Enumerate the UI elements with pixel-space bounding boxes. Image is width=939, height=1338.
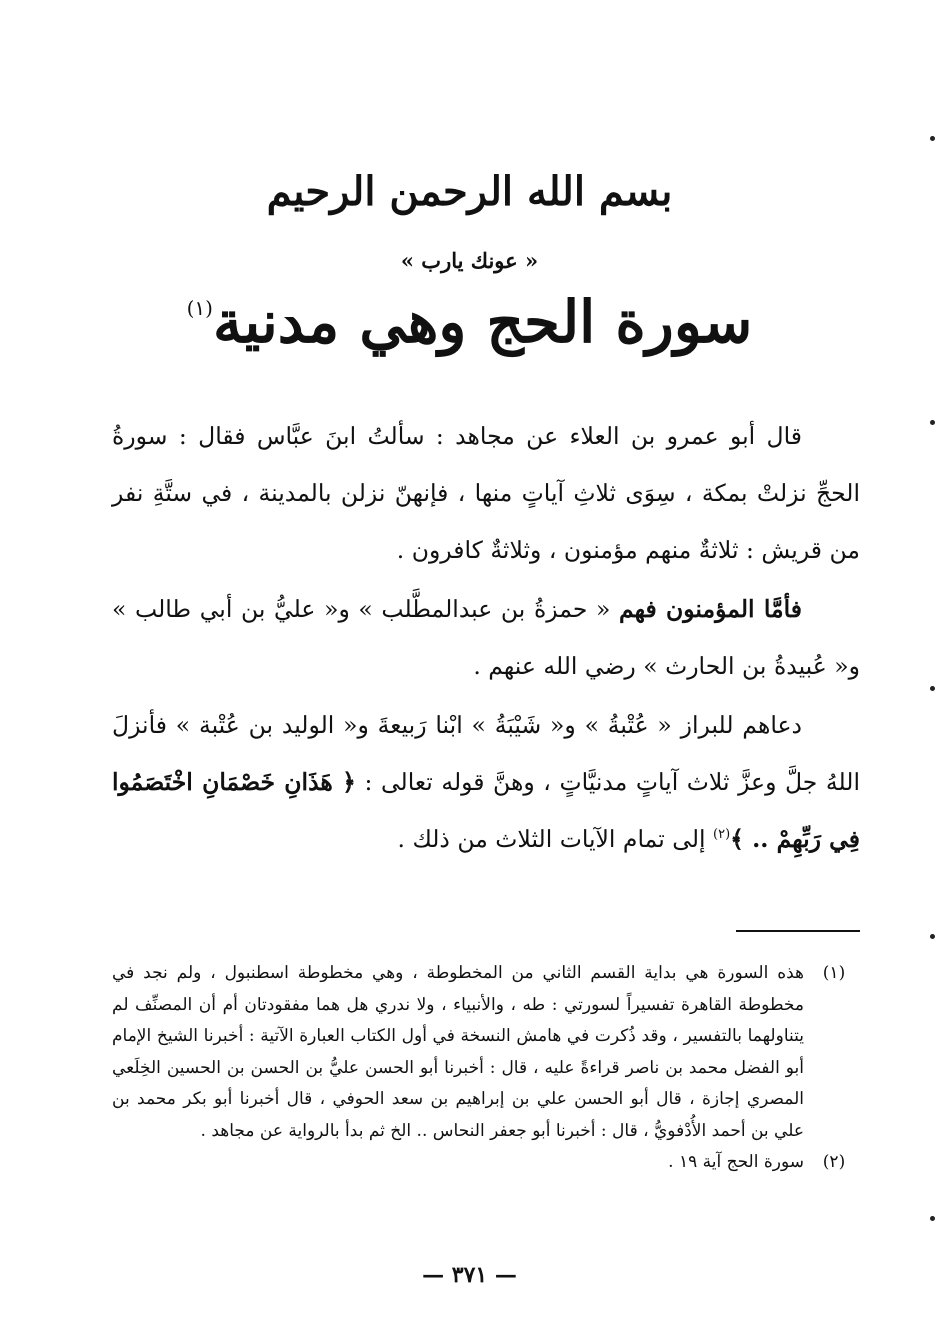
page-number: — ٣٧١ —: [422, 1262, 517, 1288]
surah-title-footnote-ref: (١): [186, 296, 213, 320]
basmala-heading: بسم الله الرحمن الرحيم: [266, 168, 673, 215]
footnote-text: سورة الحج آية ١٩ .: [668, 1152, 804, 1172]
verse-footnote-ref: (٢): [713, 827, 731, 843]
invocation-line: « عونك يارب »: [400, 248, 539, 273]
footnote-1: [112, 958, 864, 1147]
paragraph-2-rest: « حمزةُ بن عبدالمطَّلب » و« عليُّ بن أبي طالب » و« عُبيدةُ بن الحارث » رضي الله عنهم .: [112, 595, 860, 680]
footnote-separator: [736, 930, 860, 932]
footnotes: [112, 958, 864, 1179]
footnote-number: (٢): [822, 1152, 846, 1172]
body-text: [112, 408, 860, 870]
surah-title-text: سورة الحج وهي مدنية: [212, 288, 753, 356]
quran-verse: ﴿ هَذَانِ خَصْمَانِ اخْتَصَمُوا فِي رَبِّهِمْ .. ﴾: [112, 768, 860, 853]
footnote-text: هذه السورة هي بداية القسم الثاني من المخطوطة ، وهي مخطوطة اسطنبول ، ولم نجد في مخطوطة القاهرة تفسيراً لسورتي : طه ، والأنبياء ، ولا ندري هل هما مفقودتان أم أن المصنِّف لم يتناولهما بالتفسير ، وقد ذُكرت في هامش النسخة في أول الكتاب العبارة الآتية : أخبرنا الشيخ الإمام أبو الفضل محمد بن ناصر قراءةً عليه ، قال : أخبرنا أبو الحسن عليُّ بن الحسن بن الحسين الخِلَعي المصري إجازة ، قال أبو الحسن علي بن إبراهيم بن سعد الحوفي ، قال أخبرنا أبو بكر محمد بن علي بن أحمد الأُدْفويُّ ، قال : أخبرنا أبو جعفر النحاس .. الخ ثم بدأ بالرواية عن مجاهد .: [112, 963, 804, 1141]
margin-dot: [930, 1216, 935, 1221]
paragraph-3: [112, 697, 860, 868]
paragraph-1: قال أبو عمرو بن العلاء عن مجاهد : سألتُ ابنَ عبَّاس فقال : سورةُ الحجِّ نزلتْ بمكة ، سِوَى ثلاثِ آياتٍ منها ، فإنهنّ نزلن بالمدينة ، في ستَّةِ نفر من قريش : ثلاثةٌ منهم مؤمنون ، وثلاثةٌ كافرون .: [112, 422, 860, 564]
margin-dot: [930, 686, 935, 691]
surah-title: [0, 288, 939, 358]
paragraph-2: [112, 581, 860, 695]
footnote-2: [112, 1147, 864, 1179]
paragraph-2-lead: فأمَّا المؤمنون فهم: [618, 595, 802, 623]
margin-dot: [930, 136, 935, 141]
paragraph-3-end: إلى تمام الآيات الثلاث من ذلك .: [397, 825, 706, 853]
margin-dot: [930, 934, 935, 939]
footnote-number: (١): [822, 963, 846, 983]
margin-dot: [930, 420, 935, 425]
paragraph-3-start: دعاهم للبراز « عُتْبةُ » و« شَيْبَةُ » ابْنا رَبيعةَ و« الوليد بن عُتْبة » فأنزلَ اللهُ جلَّ وعزَّ ثلاث آياتٍ مدنيَّاتٍ ، وهنَّ قوله تعالى :: [112, 711, 860, 796]
